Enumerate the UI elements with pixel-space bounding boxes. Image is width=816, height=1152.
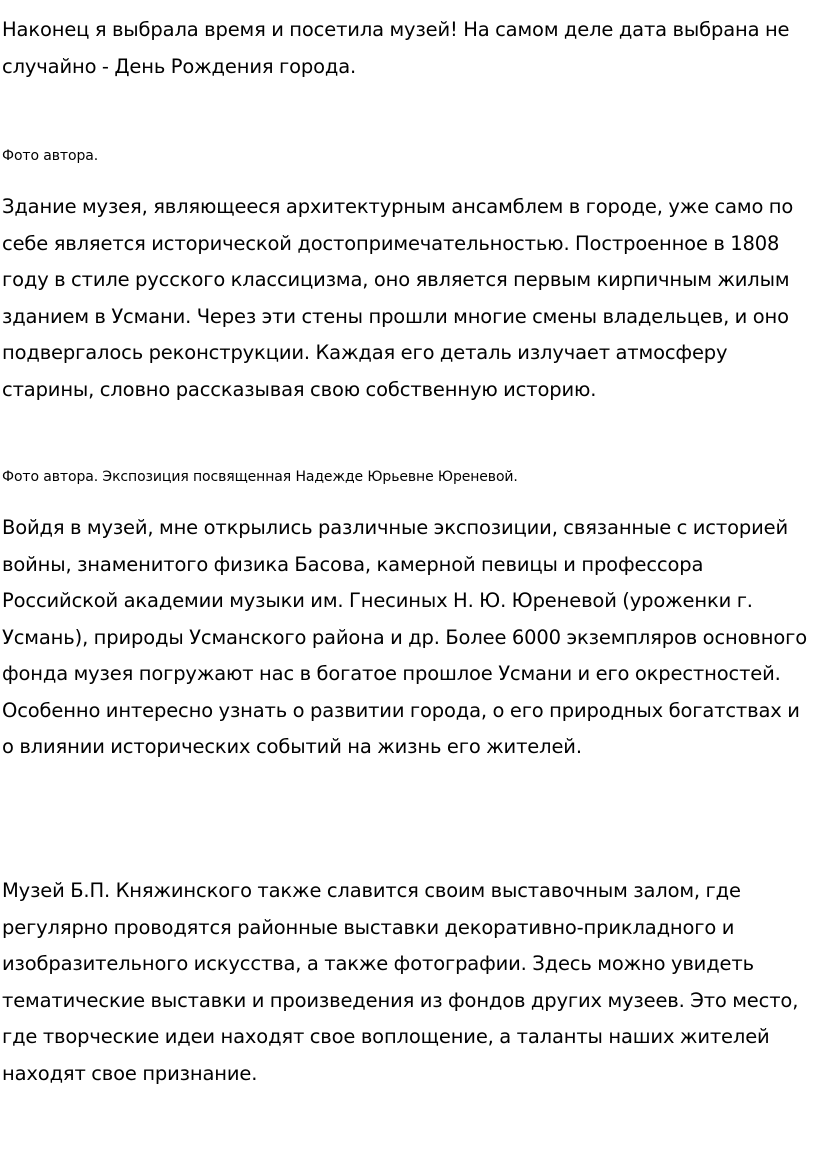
building-paragraph: Здание музея, являющееся архитектурным ансамблем в городе, уже само по себе является исторической достопримечательностью. Построенное в 1808 году в стиле русского классицизма, оно является первым кирпичным жилым зданием в Усмани. Через эти стены прошли многие смены владельцев, и оно подвергалось реконструкции. Каждая его деталь излучает атмосферу старины, словно рассказывая свою собственную историю. — [2, 195, 794, 401]
exposition-caption: Фото автора. Экспозиция посвященная Надежде Юрьевне Юреневой. — [2, 469, 518, 485]
expositions-paragraph: Войдя в музей, мне открылись различные экспозиции, связанные с историей войны, знаменитого физика Басова, камерной певицы и профессора Российской академии музыки им. Гнесиных Н. Ю. Юреневой (уроженки г. Усмань), природы Усманского района и др. Более 6000 экземпляров основного фонда музея погружают нас в богатое прошлое Усмани и его окрестностей. Особенно интересно узнать о развитии города, о его природных богатствах и о влиянии исторических событий на жизнь его жителей. — [2, 516, 807, 758]
photo-caption: Фото автора. — [2, 148, 99, 164]
intro-paragraph: Наконец я выбрала время и посетила музей! На самом деле дата выбрана не случайно - День Рождения города. — [2, 18, 790, 78]
exhibition-hall-paragraph: Музей Б.П. Княжинского также славится своим выставочным залом, где регулярно проводятся районные выставки декоративно-прикладного и изобразительного искусства, а также фотографии. Здесь можно увидеть тематические выставки и произведения из фондов других музеев. Это место, где творческие идеи находят свое воплощение, а таланты наших жителей находят свое признание. — [2, 879, 799, 1085]
